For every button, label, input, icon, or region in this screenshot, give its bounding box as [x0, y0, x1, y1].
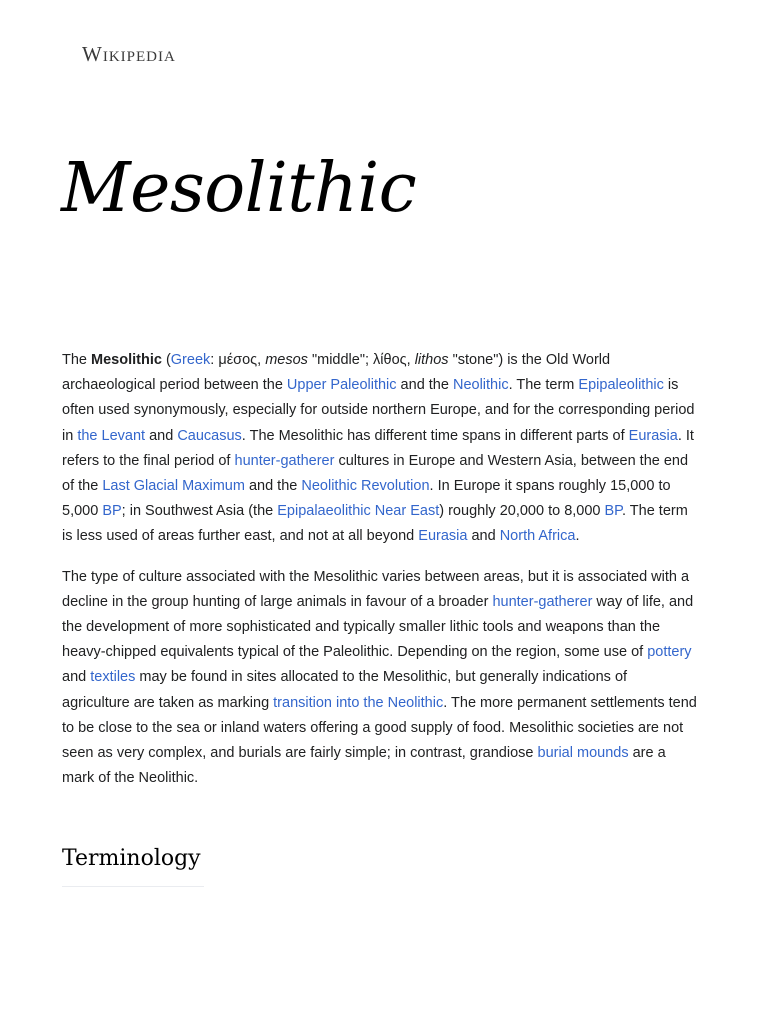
- culture-paragraph: [62, 565, 698, 792]
- italic-term: lithos: [414, 352, 449, 368]
- link-epipaleolithic[interactable]: Epipaleolithic: [578, 377, 664, 394]
- text-run: "stone") is the Old World archaeological period between the: [62, 352, 611, 394]
- text-run: .: [575, 528, 580, 545]
- text-run: "middle"; λίθος,: [307, 352, 415, 368]
- text-run: cultures in Europe and Western Asia, between the end of the: [62, 452, 689, 495]
- text-run: and: [62, 669, 91, 686]
- link-pottery[interactable]: pottery: [647, 644, 692, 661]
- page-title: Mesolithic: [61, 149, 417, 228]
- text-run: is often used synonymously, especially for outside northern Europe, and for the corresponding period in: [62, 377, 695, 444]
- text-run: . The term: [508, 377, 579, 394]
- link-caucasus[interactable]: Caucasus: [177, 427, 242, 444]
- text-run: way of life, and the development of more sophisticated and typically smaller lithic tools and weapons than the heavy-chipped equivalents typical of the Paleolithic. Depending on the region, some use of: [62, 593, 694, 661]
- section-divider: [62, 886, 204, 887]
- text-run: The type of culture associated with the Mesolithic varies between areas, but it is associated with a decline in the group hunting of large animals in favour of a broader: [62, 568, 690, 610]
- article-content: [62, 348, 698, 791]
- text-run: (: [161, 352, 171, 368]
- text-run: and the: [396, 377, 453, 394]
- link-transition-into-the-neolithic[interactable]: transition into the Neolithic: [273, 694, 444, 711]
- text-run: ) roughly 20,000 to 8,000: [439, 503, 605, 520]
- link-the-levant[interactable]: the Levant: [77, 427, 146, 444]
- italic-term: mesos: [265, 352, 308, 368]
- text-run: and: [145, 427, 178, 444]
- bold-term: Mesolithic: [91, 352, 162, 368]
- link-bp[interactable]: BP: [604, 503, 622, 520]
- text-run: . It refers to the final period of: [62, 427, 694, 469]
- link-burial-mounds[interactable]: burial mounds: [537, 745, 629, 762]
- text-run: : μέσος,: [210, 352, 266, 368]
- text-run: ; in Southwest Asia (the: [121, 503, 278, 520]
- link-last-glacial-maximum[interactable]: Last Glacial Maximum: [102, 478, 245, 495]
- intro-paragraph: [62, 348, 698, 550]
- link-hunter-gatherer[interactable]: hunter-gatherer: [234, 452, 335, 469]
- text-run: . The more permanent settlements tend to be close to the sea or inland waters offering a good supply of food. Mesolithic societies are not seen as very complex, and burials are fairly simple; in contrast, grandiose: [62, 694, 697, 762]
- link-greek[interactable]: Greek: [170, 352, 211, 368]
- text-run: . The Mesolithic has different time spans in different parts of: [241, 427, 629, 444]
- text-run: . The term is less used of areas further east, and not at all beyond: [62, 503, 688, 545]
- link-eurasia[interactable]: Eurasia: [418, 528, 468, 545]
- wikipedia-wordmark[interactable]: Wikipedia: [82, 42, 176, 66]
- link-eurasia[interactable]: Eurasia: [628, 427, 678, 444]
- text-run: The: [62, 352, 92, 368]
- link-neolithic[interactable]: Neolithic: [452, 377, 509, 394]
- section-heading-terminology[interactable]: Terminology: [62, 846, 201, 871]
- link-hunter-gatherer[interactable]: hunter-gatherer: [492, 593, 593, 610]
- link-textiles[interactable]: textiles: [90, 669, 136, 686]
- link-neolithic-revolution[interactable]: Neolithic Revolution: [301, 478, 430, 495]
- text-run: are a mark of the Neolithic.: [62, 745, 666, 787]
- text-run: and the: [244, 478, 302, 495]
- link-bp[interactable]: BP: [102, 503, 122, 520]
- text-run: . In Europe it spans roughly 15,000 to 5,000: [62, 478, 671, 520]
- text-run: may be found in sites allocated to the Mesolithic, but generally indications of agriculture are taken as marking: [62, 669, 628, 711]
- text-run: and: [467, 528, 500, 545]
- link-upper-paleolithic[interactable]: Upper Paleolithic: [286, 377, 397, 394]
- link-epipalaeolithic-near-east[interactable]: Epipalaeolithic Near East: [277, 503, 440, 520]
- link-north-africa[interactable]: North Africa: [499, 528, 576, 545]
